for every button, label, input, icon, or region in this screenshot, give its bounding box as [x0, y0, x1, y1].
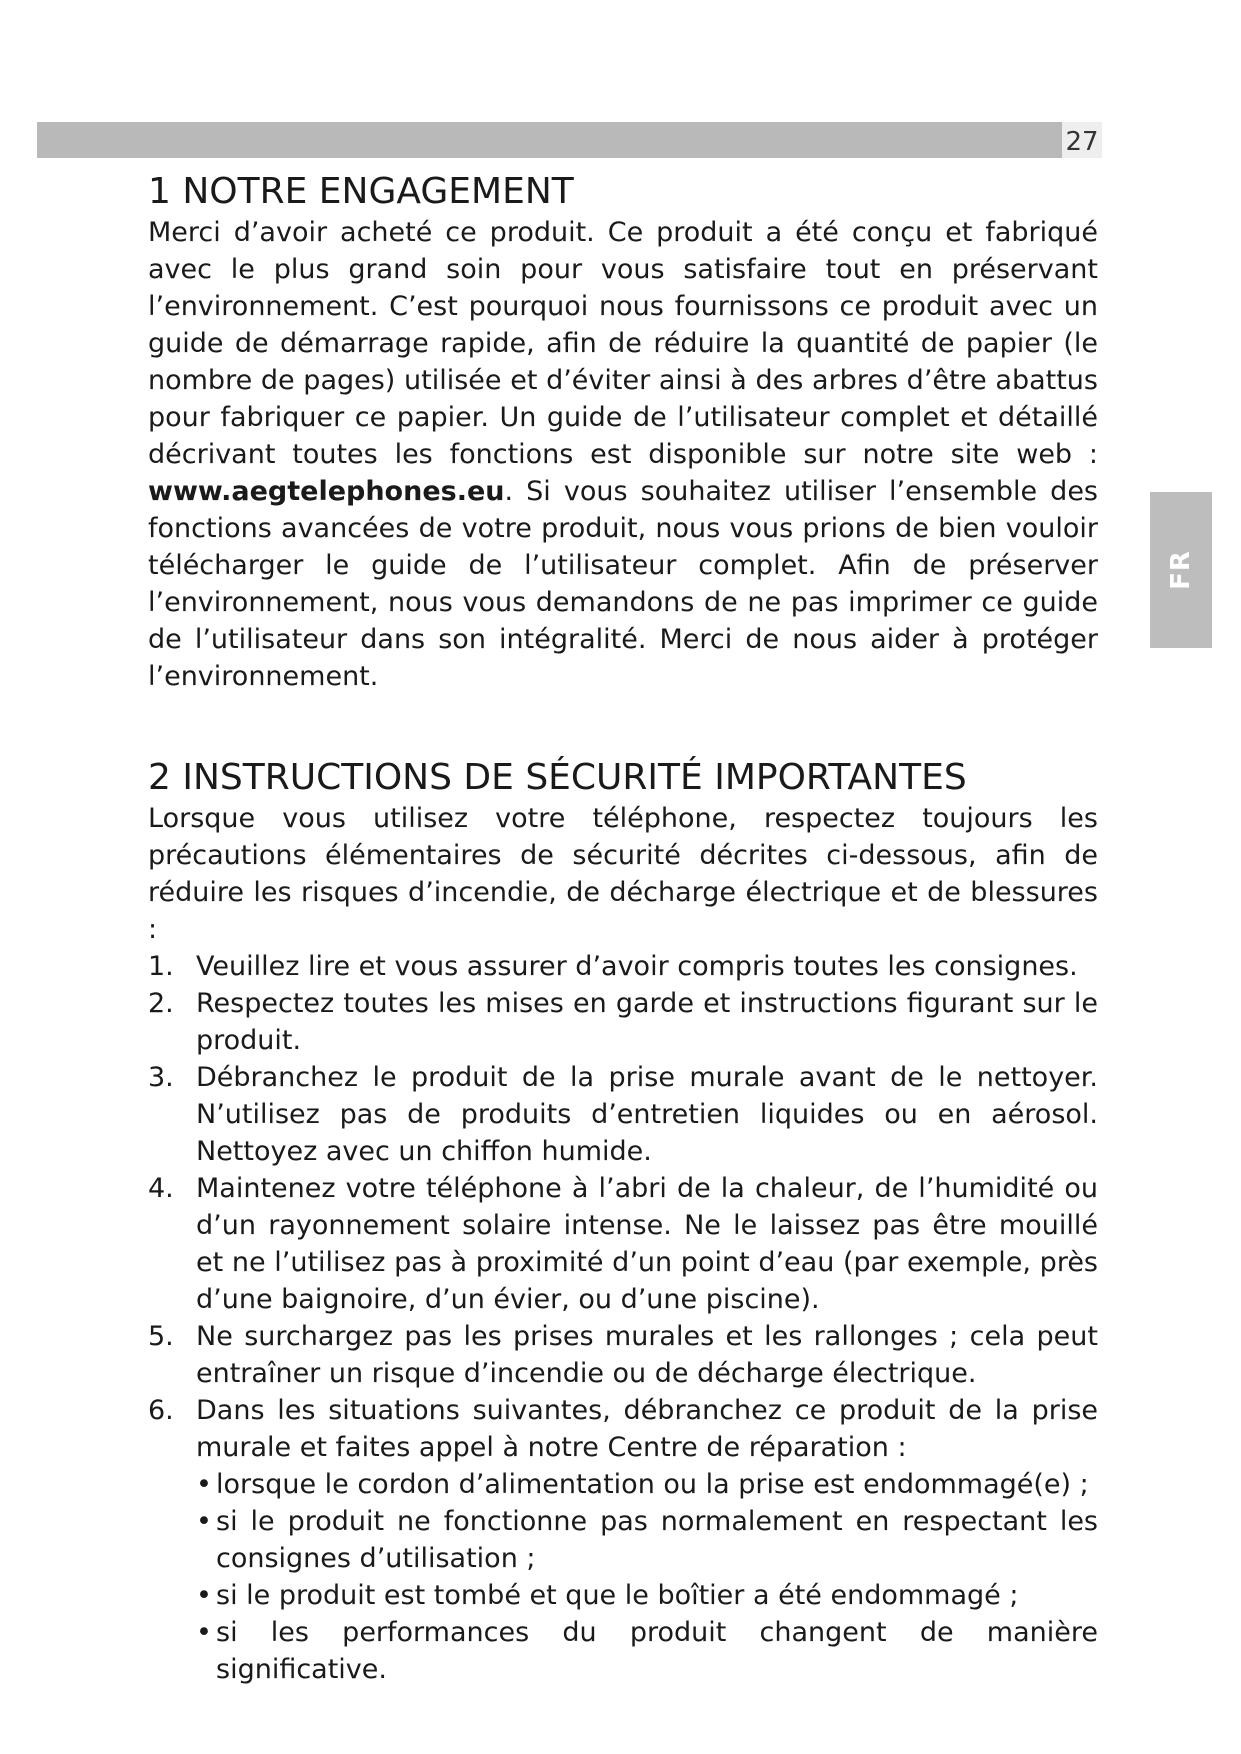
item-text: Ne surchargez pas les prises murales et les rallonges ; cela peut entraîner un risque d’incendie ou de décharge électrique.: [196, 1321, 1098, 1389]
bullet-icon: •: [196, 1580, 212, 1611]
bullet-icon: •: [196, 1469, 212, 1500]
item-number: 6.: [148, 1395, 174, 1426]
list-item: [148, 1170, 1098, 1318]
sub-list-item: [196, 1466, 1098, 1503]
section-notre-engagement: [148, 170, 1098, 695]
item-text: Maintenez votre téléphone à l’abri de la chaleur, de l’humidité ou d’un rayonnement solaire intense. Ne le laissez pas être mouillé et ne l’utilisez pas à proximité d’un point d’eau (par exemple, près d’une baignoire, d’un évier, ou d’une piscine).: [196, 1173, 1098, 1315]
item-number: 3.: [148, 1062, 174, 1093]
section-securite: [148, 756, 1098, 1688]
item-text: Respectez toutes les mises en garde et instructions figurant sur le produit.: [196, 988, 1098, 1056]
language-tab: [1150, 492, 1212, 648]
item-number: 2.: [148, 988, 174, 1019]
item-text: Dans les situations suivantes, débranchez ce produit de la prise murale et faites appel à notre Centre de réparation :: [196, 1395, 1098, 1463]
item-number: 4.: [148, 1173, 174, 1204]
list-item: [148, 1392, 1098, 1688]
safety-list: [148, 948, 1098, 1688]
bullet-icon: •: [196, 1506, 212, 1537]
item-number: 5.: [148, 1321, 174, 1352]
list-item: [148, 948, 1098, 985]
sub-list-item: [196, 1614, 1098, 1688]
header-bar: [37, 122, 1062, 158]
sub-list: [196, 1466, 1098, 1688]
sub-item-text: si les performances du produit changent de manière significative.: [216, 1617, 1098, 1685]
website-link: www.aegtelephones.eu: [148, 476, 505, 507]
item-number: 1.: [148, 951, 174, 982]
sub-item-text: si le produit est tombé et que le boîtier a été endommagé ;: [216, 1580, 1019, 1611]
list-item: [148, 1318, 1098, 1392]
engagement-text-start: Merci d’avoir acheté ce produit. Ce produit a été conçu et fabriqué avec le plus grand soin pour vous satisfaire tout en préservant l’environnement. C’est pourquoi nous fournissons ce produit avec un guide de démarrage rapide, afin de réduire la quantité de papier (le nombre de pages) utilisée et d’éviter ainsi à des arbres d’être abattus pour fabriquer ce papier. Un guide de l’utilisateur complet et détaillé décrivant toutes les fonctions est disponible sur notre site web :: [148, 217, 1098, 470]
item-text: Débranchez le produit de la prise murale avant de le nettoyer. N’utilisez pas de produits d’entretien liquides ou en aérosol. Nettoyez avec un chiffon humide.: [196, 1062, 1098, 1167]
sub-item-text: lorsque le cordon d’alimentation ou la prise est endommagé(e) ;: [216, 1469, 1089, 1500]
language-label: FR: [1166, 550, 1196, 590]
sub-list-item: [196, 1503, 1098, 1577]
section-title: 2 INSTRUCTIONS DE SÉCURITÉ IMPORTANTES: [148, 757, 967, 798]
page-number: 27: [1062, 122, 1102, 158]
item-text: Veuillez lire et vous assurer d’avoir compris toutes les consignes.: [196, 951, 1078, 982]
list-item: [148, 985, 1098, 1059]
section-title: 1 NOTRE ENGAGEMENT: [148, 171, 574, 212]
sub-list-item: [196, 1577, 1098, 1614]
engagement-paragraph: [148, 214, 1098, 695]
safety-intro: Lorsque vous utilisez votre téléphone, respectez toujours les précautions élémentaires de sécurité décrites ci-dessous, afin de réduire les risques d’incendie, de décharge électrique et de blessures :: [148, 803, 1098, 945]
list-item: [148, 1059, 1098, 1170]
bullet-icon: •: [196, 1617, 212, 1648]
engagement-text-end: . Si vous souhaitez utiliser l’ensemble des fonctions avancées de votre produit, nous vous prions de bien vouloir télécharger le guide de l’utilisateur complet. Afin de préserver l’environnement, nous vous demandons de ne pas imprimer ce guide de l’utilisateur dans son intégralité. Merci de nous aider à protéger l’environnement.: [148, 476, 1098, 692]
sub-item-text: si le produit ne fonctionne pas normalement en respectant les consignes d’utilisation ;: [216, 1506, 1098, 1574]
